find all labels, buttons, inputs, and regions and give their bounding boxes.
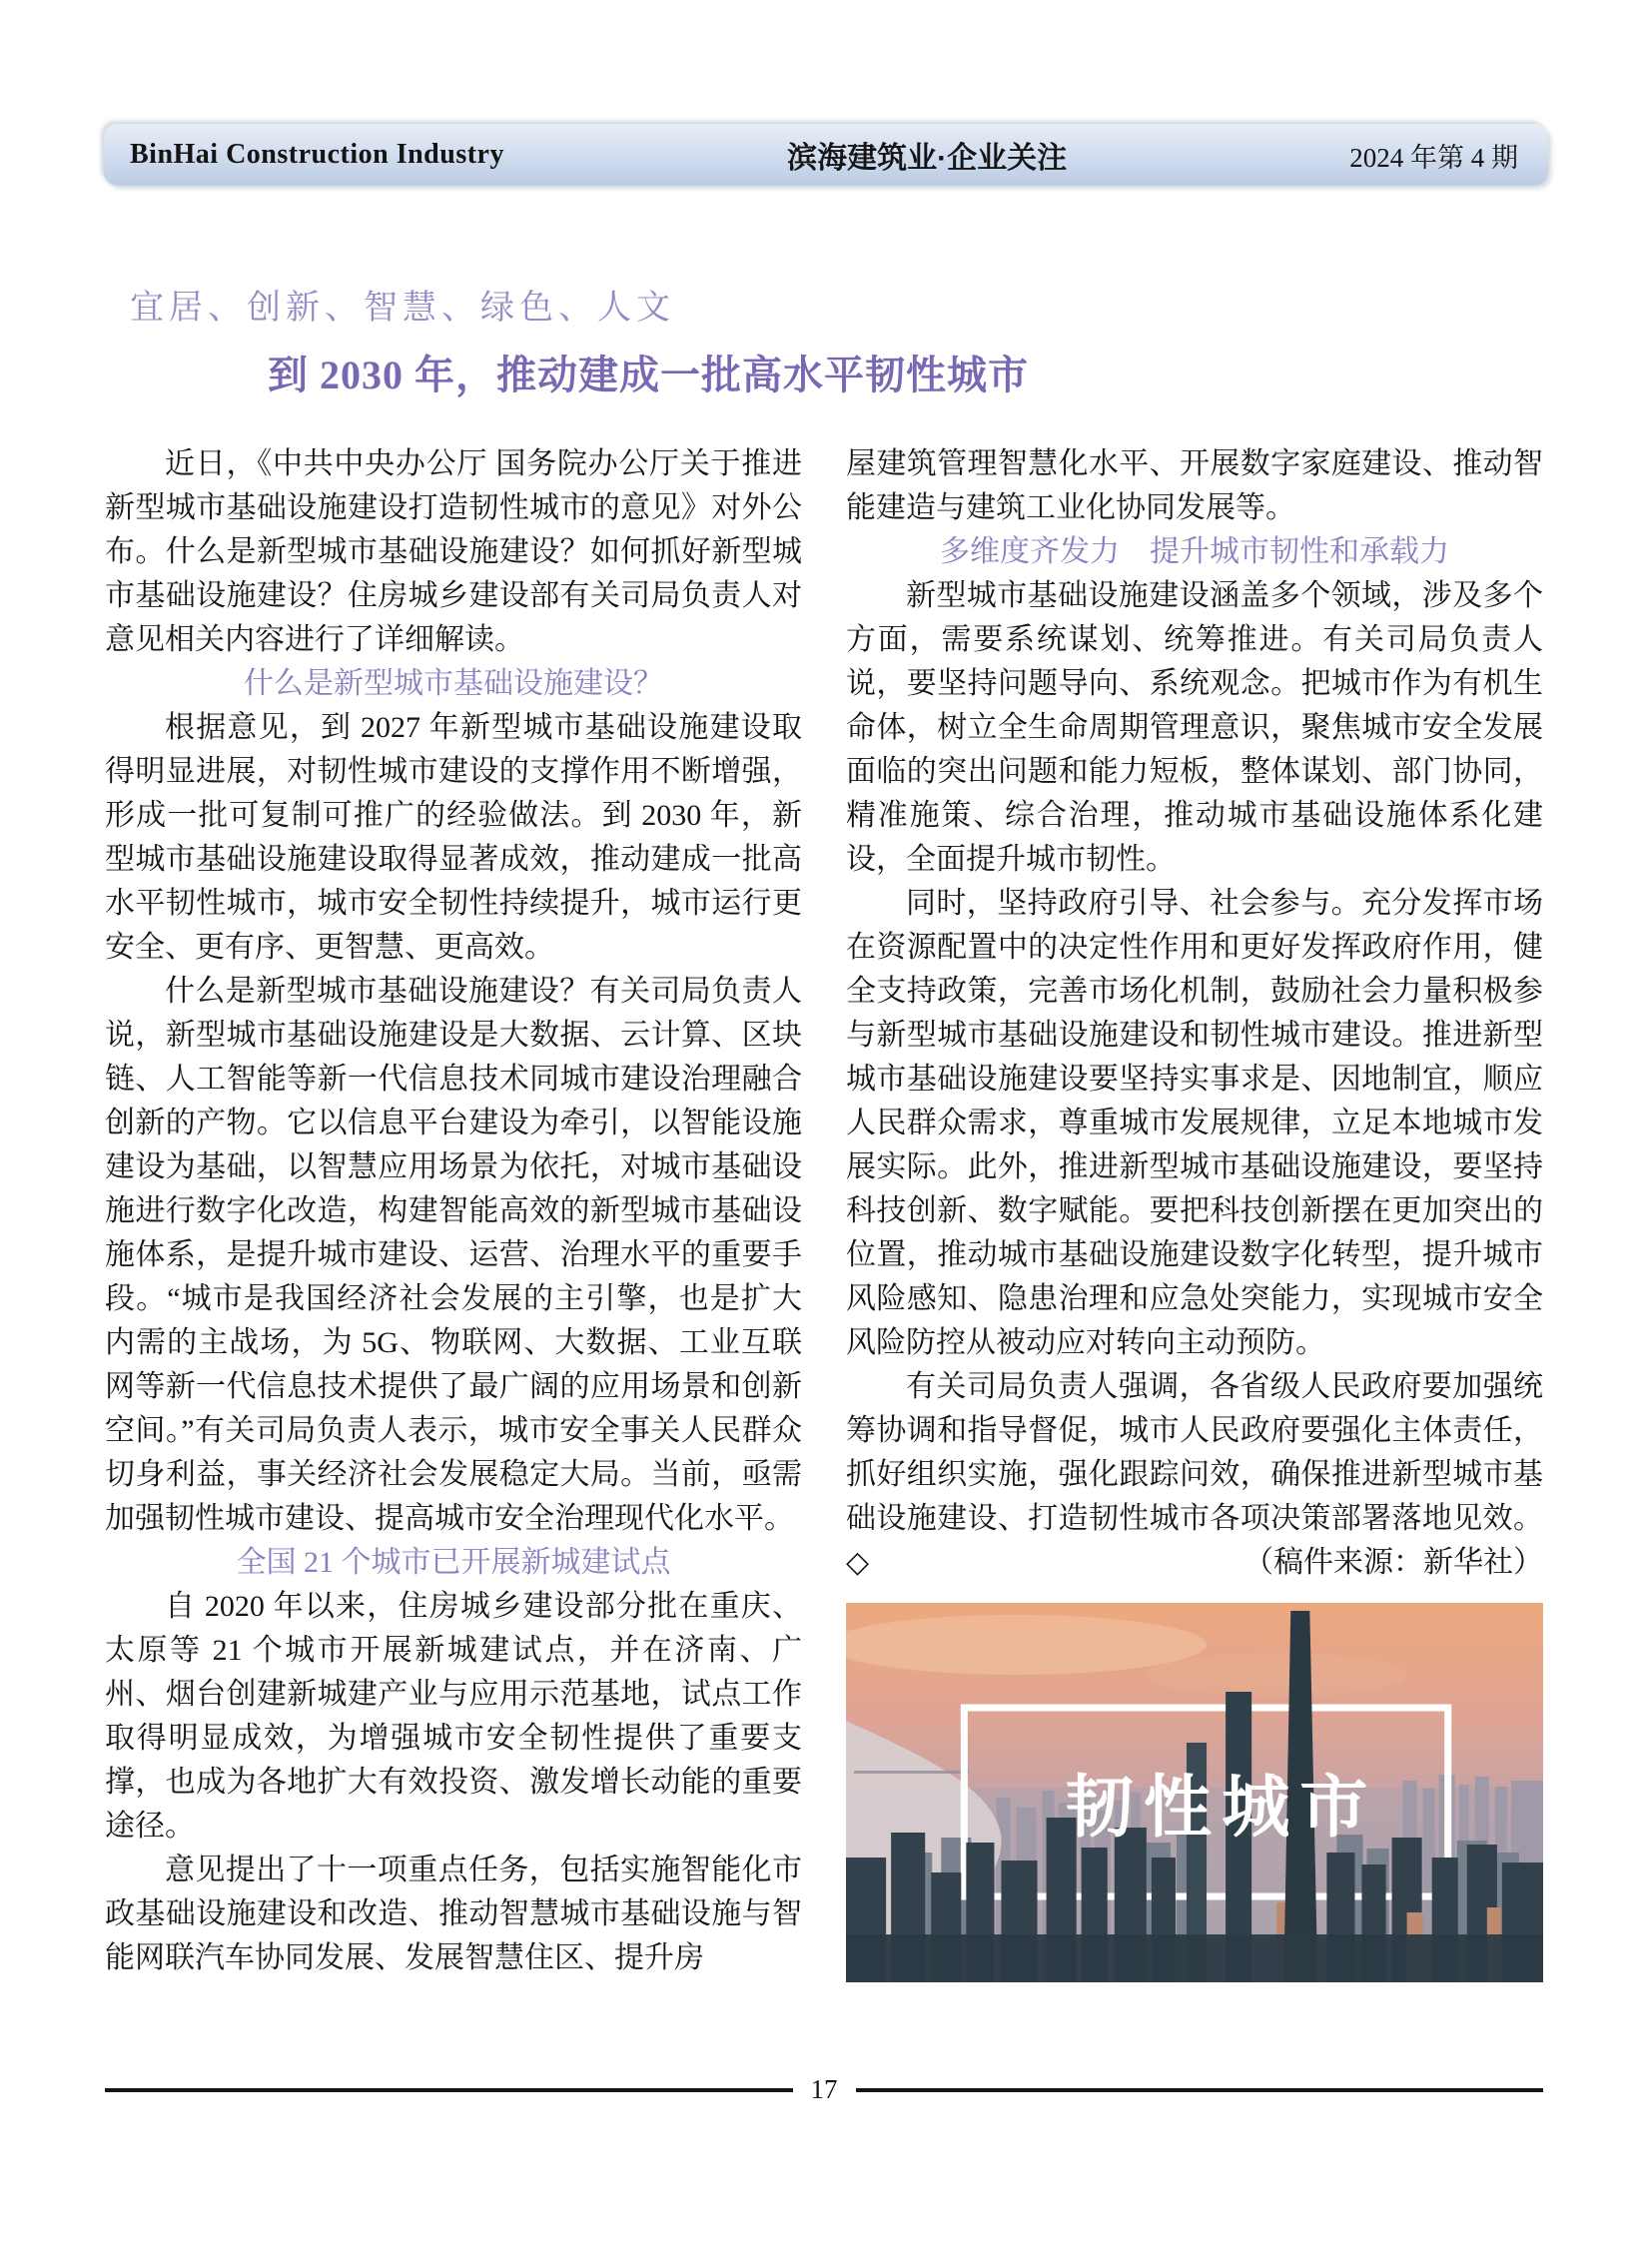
footer-rule-right [856, 2088, 1544, 2092]
body-paragraph: 新型城市基础设施建设涵盖多个领域，涉及多个方面，需要系统谋划、统筹推进。有关司局负责人说，要坚持问题导向、系统观念。把城市作为有机生命体，树立全生命周期管理意识，聚焦城市安全发展面临的突出问题和能力短板，整体谋划、部门协同，精准施策、综合治理，推动城市基础设施体系化建设，全面提升城市韧性。 [846, 579, 1543, 876]
photo-overlay-text: 韧性城市 [1065, 1770, 1378, 1846]
body-paragraph [846, 1365, 1543, 1585]
section-heading: 全国 21 个城市已开展新城建试点 [236, 1546, 671, 1579]
body-paragraph: 屋建筑管理智慧化水平、开展数字家庭建设、推动智能建造与建筑工业化协同发展等。 [846, 447, 1543, 524]
body-paragraph: 意见提出了十一项重点任务，包括实施智能化市政基础设施建设和改造、推动智慧城市基础设施与智能网联汽车协同发展、发展智慧住区、提升房 [105, 1854, 802, 1974]
city-skyline-graphic [846, 1603, 1543, 1982]
body-paragraph: 同时，坚持政府引导、社会参与。充分发挥市场在资源配置中的决定性作用和更好发挥政府作用，健全支持政策，完善市场化机制，鼓励社会力量积极参与新型城市基础设施建设和韧性城市建设。推进新型城市基础设施建设要坚持实事求是、因地制宜，顺应人民群众需求，尊重城市发展规律，立足本地城市发展实际。此外，推进新型城市基础设施建设，要坚持科技创新、数字赋能。要把科技创新摆在更加突出的位置，推动城市基础设施建设数字化转型，提升城市风险感知、隐患治理和应急处突能力，实现城市安全风险防控从被动应对转向主动预防。 [846, 887, 1543, 1359]
page-footer [105, 2076, 1543, 2103]
section-heading: 多维度齐发力 提升城市韧性和承载力 [940, 535, 1449, 568]
city-base [846, 1934, 1543, 1982]
body-paragraph: 根据意见，到 2027 年新型城市基础设施建设取得明显进展，对韧性城市建设的支撑作用不断增强，形成一批可复制可推广的经验做法。到 2030 年，新型城市基础设施建设取得显著成效，推动建成一批高水平韧性城市，城市安全韧性持续提升，城市运行更安全、更有序、更智慧、更高效。 [105, 711, 802, 964]
issue-label: 2024 年第 4 期 [1349, 142, 1518, 173]
article-body [105, 442, 1543, 1982]
right-column [846, 442, 1543, 1982]
section-heading: 什么是新型城市基础设施建设？ [244, 667, 663, 700]
article-kicker: 宜居、创新、智慧、绿色、人文 [130, 290, 675, 327]
source-note: （稿件来源：新华社） [1243, 1546, 1543, 1579]
resilient-city-photo [846, 1603, 1543, 1982]
article-title: 到 2030 年，推动建成一批高水平韧性城市 [268, 353, 1029, 397]
left-column [105, 442, 802, 1982]
body-paragraph: 什么是新型城市基础设施建设？有关司局负责人说，新型城市基础设施建设是大数据、云计算、区块链、人工智能等新一代信息技术同城市建设治理融合创新的产物。它以信息平台建设为牵引，以智能设施建设为基础，以智慧应用场景为依托，对城市基础设施进行数字化改造，构建智能高效的新型城市基础设施体系，是提升城市建设、运营、治理水平的重要手段。“城市是我国经济社会发展的主引擎，也是扩大内需的主战场，为 5G、物联网、大数据、工业互联网等新一代信息技术提供了最广阔的应用场景和创新空间。”有关司局负责人表示，城市安全事关人民群众切身利益，事关经济社会发展稳定大局。当前，亟需加强韧性城市建设、提高城市安全治理现代化水平。 [105, 975, 802, 1535]
page-number: 17 [810, 2074, 838, 2104]
journal-section-title: 滨海建筑业·企业关注 [787, 142, 1068, 175]
bridge [854, 1771, 969, 1774]
journal-header-bar [104, 124, 1548, 186]
journal-name-english: BinHai Construction Industry [130, 139, 504, 170]
body-paragraph: 自 2020 年以来，住房城乡建设部分批在重庆、太原等 21 个城市开展新城建试点，并在济南、广州、烟台创建新城建产业与应用示范基地，试点工作取得明显成效，为增强城市安全韧性提供了重要支撑，也成为各地扩大有效投资、激发增长动能的重要途径。 [105, 1590, 802, 1843]
closing-text: 有关司局负责人强调，各省级人民政府要加强统筹协调和指导督促，城市人民政府要强化主体责任，抓好组织实施，强化跟踪问效，确保推进新型城市基础设施建设、打造韧性城市各项决策部署落地见效。◇ [846, 1370, 1543, 1579]
body-paragraph: 近日，《中共中央办公厅 国务院办公厅关于推进新型城市基础设施建设打造韧性城市的意见》对外公布。什么是新型城市基础设施建设？如何抓好新型城市基础设施建设？住房城乡建设部有关司局负责人对意见相关内容进行了详细解读。 [105, 447, 802, 656]
footer-rule-left [105, 2088, 793, 2092]
